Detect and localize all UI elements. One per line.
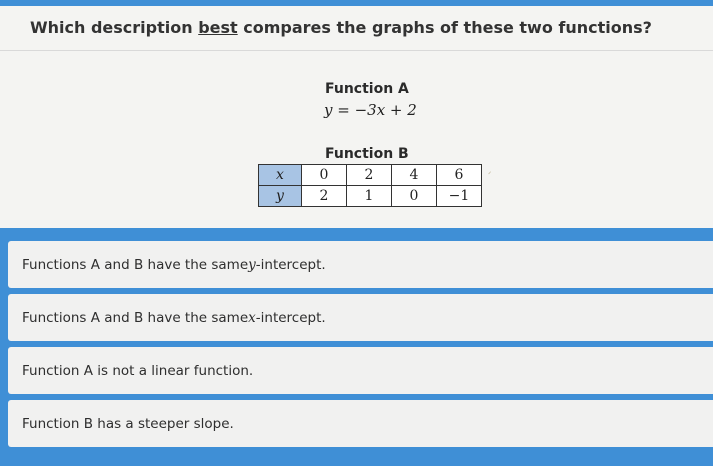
question-emphasis: best	[198, 18, 238, 37]
table-cell: 4	[392, 165, 437, 186]
table-cell: 0	[392, 186, 437, 207]
table-cell: 1	[347, 186, 392, 207]
answer-choice-not-linear[interactable]	[8, 347, 713, 394]
question-panel	[0, 0, 713, 228]
choice-text: Function A is not a linear function.	[22, 362, 254, 379]
table-header-x: x	[259, 165, 302, 186]
answer-choice-same-y-intercept[interactable]	[8, 241, 713, 288]
table-row-x	[259, 165, 482, 186]
table-cell: −1	[437, 186, 482, 207]
function-b-title: Function B	[325, 146, 409, 162]
choice-text: Function B has a steeper slope.	[22, 415, 234, 432]
choice-text-before: Functions A and B have the same	[22, 309, 249, 326]
answer-choice-same-x-intercept[interactable]	[8, 294, 713, 341]
divider	[0, 50, 713, 51]
choice-variable: x	[248, 309, 256, 326]
table-cell: 6	[437, 165, 482, 186]
question-suffix: compares the graphs of these two functions?	[237, 18, 652, 37]
function-a-title: Function A	[325, 81, 409, 97]
table-row-y	[259, 186, 482, 207]
table-cell: 2	[302, 186, 347, 207]
answer-choice-steeper-slope[interactable]	[8, 400, 713, 447]
function-b-table	[258, 164, 482, 207]
question-prompt	[30, 18, 652, 37]
function-a-equation: y = −3x + 2	[324, 101, 417, 119]
table-cell: 2	[347, 165, 392, 186]
choice-text-before: Functions A and B have the same	[22, 256, 249, 273]
table-cell: 0	[302, 165, 347, 186]
choice-variable: y	[248, 256, 256, 273]
table-header-y: y	[259, 186, 302, 207]
top-accent-strip	[0, 0, 713, 6]
question-prefix: Which description	[30, 18, 199, 37]
choice-text-after: -intercept.	[255, 256, 326, 273]
stray-mark: ᐟ	[488, 170, 492, 179]
choice-text-after: -intercept.	[255, 309, 326, 326]
